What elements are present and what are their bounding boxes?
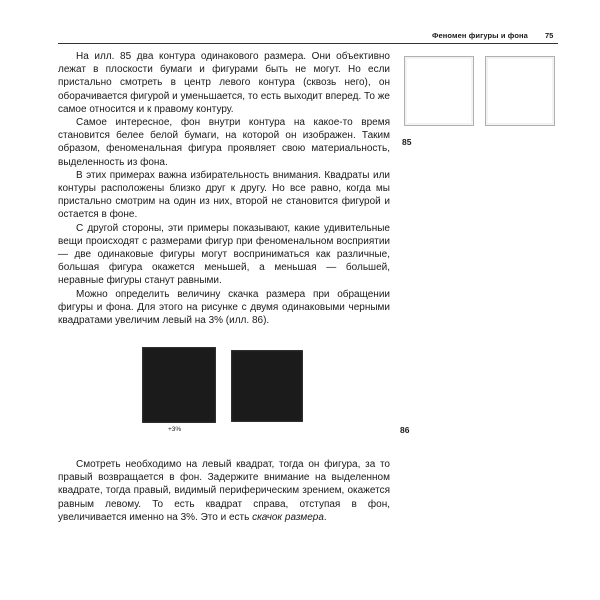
paragraph: С другой стороны, эти примеры показывают, какие удивительные вещи происходят с размерами фигур при феноменальном восприятии — две одинаковые фигуры могут восприниматься как различные, большая фигура окажется меньшей, а меньшая — большей, неравные фигуры станут равными.: [58, 222, 390, 287]
emphasis-text: скачок размера: [252, 511, 324, 523]
paragraph-text: Смотреть необходимо на левый квадрат, тогда он фигура, за то правый возвращается в фон. Задержите внимание на выделенном квадрате, тогда правый, видимый периферическим зрением, окажется равным левому. То есть квадрат справа, отступая в фон, увеличивается именно на 3%. Это и есть: [58, 459, 390, 523]
figure-86-caption: +3%: [168, 426, 182, 433]
paragraph: В этих примерах важна избирательность внимания. Квадраты или контуры расположены близко друг к другу. Но все равно, когда мы пристально смотрим на один из них, второй не становится фигурой и остается в фоне.: [58, 169, 390, 221]
header-rule: [58, 43, 558, 44]
body-text-bottom: [58, 458, 390, 524]
figure-86-right-square: [231, 350, 303, 422]
figure-86-label: 86: [400, 425, 410, 435]
body-text-top: [58, 50, 390, 327]
paragraph: На илл. 85 два контура одинакового размера. Они объективно лежат в плоскости бумаги и фигурами быть не могут. Но если пристально смотреть в центр левого контура (сквозь него), он оборачивается фигурой и уменьшается, то есть выходит вперед. То же самое относится и к правому контуру.: [58, 51, 390, 115]
figure-85-right-outline: [485, 56, 555, 126]
running-header-title: Феномен фигуры и фона: [432, 31, 528, 40]
paragraph: Можно определить величину скачка размера при обращении фигуры и фона. Для этого на рисунке с двумя одинаковыми черными квадратами увеличим левый на 3% (илл. 86).: [58, 288, 390, 327]
figure-85-left-outline: [404, 56, 474, 126]
figure-86-left-square: [142, 347, 216, 423]
paragraph-end: .: [323, 511, 327, 523]
paragraph: Самое интересное, фон внутри контура на какое-то время становится белее белой бумаги, на которой он изображен. Таким образом, феноменальная фигура проявляет свою материальность, выделенность из фона.: [58, 117, 390, 168]
page-number: 75: [545, 31, 554, 40]
paragraph: [58, 458, 390, 524]
figure-85-label: 85: [402, 137, 412, 147]
